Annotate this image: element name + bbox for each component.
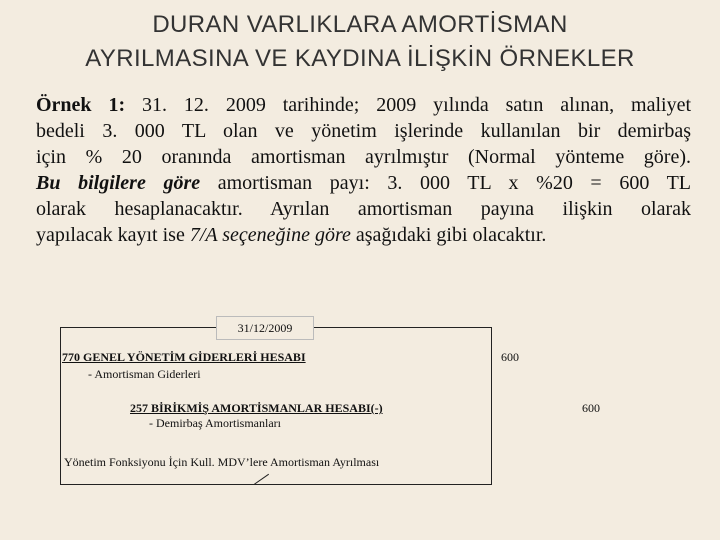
- credit-amount: 600: [582, 401, 600, 415]
- debit-subaccount: - Amortisman Giderleri: [88, 367, 201, 381]
- journal-date: 31/12/2009: [216, 316, 314, 340]
- example-label: Örnek 1:: [36, 94, 126, 116]
- example-line-1-text: 31. 12. 2009 tarihinde; 2009 yılında satın alınan, maliyet: [125, 94, 692, 116]
- credit-subaccount: - Demirbaş Amortismanları: [149, 416, 281, 430]
- credit-account: 257 BİRİKMİŞ AMORTİSMANLAR HESABI(-): [130, 401, 383, 415]
- example-emphasis: Bu bilgilere göre: [36, 172, 201, 194]
- example-line-4-text: amortisman payı: 3. 000 TL x %20 = 600 TL: [200, 172, 692, 194]
- journal-right-rule: [491, 327, 492, 485]
- journal-left-rule: [60, 327, 61, 485]
- example-line-6-end: aşağıdaki gibi olacaktır.: [350, 224, 547, 246]
- slide-title-line-2: AYRILMASINA VE KAYDINA İLİŞKİN ÖRNEKLER: [85, 45, 635, 72]
- example-line-6-start: yapılacak kayıt ise: [36, 224, 190, 246]
- debit-amount: 600: [501, 350, 519, 364]
- slide-title-line-1: DURAN VARLIKLARA AMORTİSMAN: [152, 11, 568, 38]
- debit-account: 770 GENEL YÖNETİM GİDERLERİ HESABI: [62, 350, 306, 364]
- example-line-2: bedeli 3. 000 TL olan ve yönetim işlerinde kullanılan bir demirbaş: [36, 120, 691, 142]
- example-line-3: için % 20 oranında amortisman ayrılmıştır (Normal yönteme göre).: [36, 146, 691, 168]
- journal-bottom-rule: [60, 484, 492, 485]
- journal-explanation: Yönetim Fonksiyonu İçin Kull. MDV’lere Amortisman Ayrılması: [64, 455, 380, 469]
- example-line-5: olarak hesaplanacaktır. Ayrılan amortisman payına ilişkin olarak: [36, 198, 691, 220]
- example-option-emphasis: 7/A seçeneğine göre: [189, 224, 351, 246]
